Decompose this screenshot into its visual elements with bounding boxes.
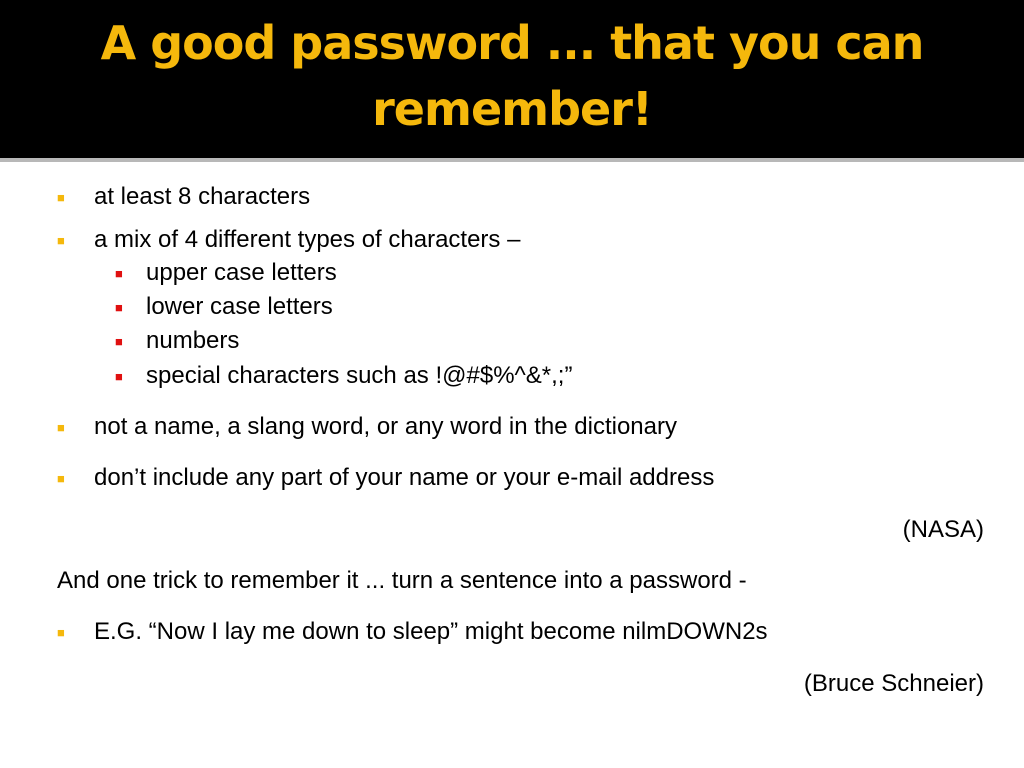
citation-nasa: (NASA) (902, 516, 984, 543)
bullet-marker: ■ (57, 625, 65, 640)
bullet-marker: ■ (57, 233, 65, 248)
bullet-item: a mix of 4 different types of characters – (94, 226, 521, 253)
example-item: E.G. “Now I lay me down to sleep” might become nilmDOWN2s (94, 618, 768, 645)
sub-bullet-item: numbers (146, 327, 240, 354)
bullet-item: at least 8 characters (94, 183, 311, 210)
bullet-item: not a name, a slang word, or any word in the dictionary (94, 413, 677, 440)
sub-bullet-marker: ■ (115, 369, 123, 384)
bullet-marker: ■ (57, 471, 65, 486)
sub-bullet-marker: ■ (115, 300, 123, 315)
sub-bullet-marker: ■ (115, 334, 123, 349)
slide-title: A good password ... that you can remember! (100, 16, 924, 136)
bullet-item: don’t include any part of your name or your e-mail address (94, 464, 715, 491)
sub-bullet-marker: ■ (115, 266, 123, 281)
citation-schneier: (Bruce Schneier) (803, 670, 984, 697)
trick-text: And one trick to remember it ... turn a sentence into a password - (57, 567, 747, 594)
sub-bullet-item: special characters such as !@#$%^&*,;” (146, 362, 573, 389)
bullet-marker: ■ (57, 420, 65, 435)
sub-bullet-item: lower case letters (146, 293, 333, 320)
sub-bullet-item: upper case letters (146, 259, 337, 286)
bullet-marker: ■ (57, 190, 65, 205)
